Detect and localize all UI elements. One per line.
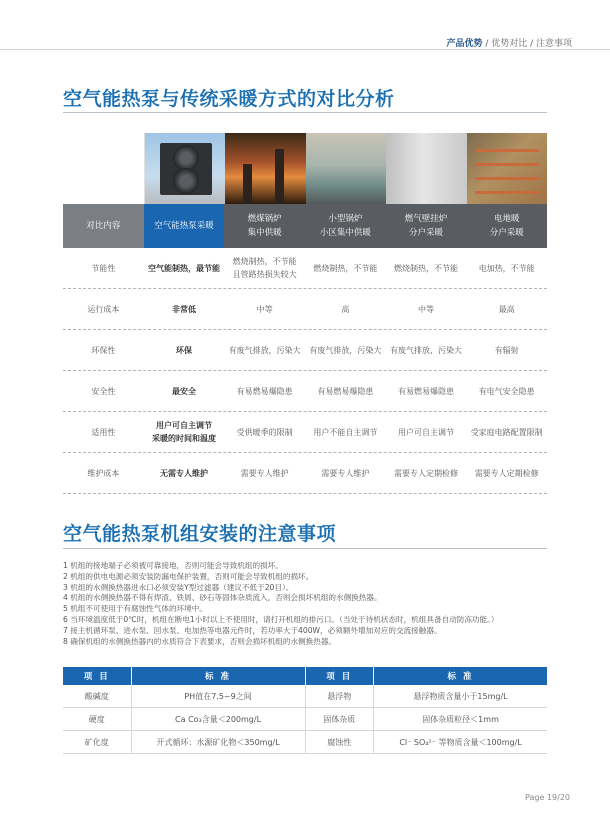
header-separator: / [482,39,492,49]
note-item: 8 确保机组的水侧换热器内的水质符合下表要求，否则会损坏机组的水侧换热器。 [63,636,337,646]
note-item: 2 机组的供电电源必须安装防漏电保护装置，否则可能会导致机组的损坏。 [63,571,314,581]
coal-boiler-plant-photo [225,133,306,204]
table-cell: 燃烧制热，不节能 且管路热损失较大 [232,257,297,279]
comparison-row [63,289,547,330]
table-cell: 燃烧制热，不节能 [313,263,378,273]
comparison-row [63,412,547,453]
row-label: 运行成本 [87,304,120,314]
photo-row [63,133,547,204]
comparison-row [63,371,547,412]
table-cell: 受家庭电路配置限制 [470,427,543,437]
small-boiler-room-photo [306,133,387,204]
note-item: 1 机组的接地端子必须被可靠接地，否则可能会导致机组的损坏。 [63,561,283,570]
heat-pump-cell: 空气能制热，最节能 [148,263,220,273]
table-cell: Ca Co₃含量＜200mg/L [131,708,305,730]
table-cell: 矿化度 [84,737,109,747]
table-header-cell: 项 目 [305,667,374,685]
table-cell: 开式循环：水源矿化物＜350mg/L [131,731,305,753]
row-label: 安全性 [91,386,116,396]
table-cell: 电加热，不节能 [478,263,535,273]
heat-pump-cell: 非常低 [172,304,196,314]
table-cell: 有易燃易爆隐患 [398,386,455,396]
header-divider [0,49,610,50]
column-header: 电地暖 分户采暖 [466,204,547,248]
table-cell: 酸碱度 [84,691,109,701]
table-cell: 有废气排放，污染大 [309,345,382,355]
row-label: 维护成本 [87,468,120,478]
heat-pump-cell: 最安全 [172,386,196,396]
table-header-cell: 标 准 [131,667,305,685]
column-header: 燃煤锅炉 集中供暖 [224,204,305,248]
comparison-row [63,453,547,494]
table-cell: 燃烧制热，不节能 [394,263,459,273]
comparison-column-headers [63,204,547,248]
table-cell: 中等 [418,304,435,314]
heat-pump-unit [160,143,212,195]
installation-notes [63,561,563,647]
column-header: 空气能热泵采暖 [144,204,225,248]
row-label: 环保性 [91,345,116,355]
row-label: 节能性 [91,263,116,273]
table-cell: Cl⁻ SO₄²⁻ 等物质含量＜100mg/L [373,731,547,753]
comparison-title: 空气能热泵与传统采暖方式的对比分析 [63,88,395,110]
table-cell: 有辐射 [494,345,519,355]
table-cell: 中等 [256,304,273,314]
comparison-row [63,330,547,371]
table-cell: 高 [341,304,350,314]
chimney-shape [275,149,284,204]
note-item: 5 机组不可使用于有腐蚀性气体的环境中。 [63,604,207,614]
page-number: Page 19/20 [525,793,570,802]
table-cell: 需要专人定期检修 [474,468,539,478]
header-section: 产品优势 [446,39,483,49]
table-row [63,708,547,731]
column-header: 对比内容 [63,204,144,248]
table-cell: 硬度 [88,714,105,724]
table-cell: 有废气排放，污染大 [390,345,463,355]
table-cell: 固体杂质 [305,708,374,730]
table-cell: 最高 [498,304,515,314]
table-cell: 用户不能自主调节 [313,427,378,437]
table-cell: 受供暖季的限制 [236,427,293,437]
table-cell: 需要专人维护 [240,468,289,478]
table-header-cell: 项 目 [83,672,110,682]
blank-photo-cell [63,133,145,204]
table-cell: 需要专人定期检修 [394,468,459,478]
heating-pipe-shape [475,191,540,194]
table-cell: 悬浮物 [305,685,374,707]
table-row [63,685,547,708]
table-cell: 有易燃易爆隐患 [236,386,293,396]
table-header-row [63,667,547,685]
heat-pump-cell: 环保 [176,345,192,355]
table-cell: 腐蚀性 [305,731,374,753]
heating-pipe-shape [475,149,540,152]
comparison-row [63,248,547,289]
electric-floor-heating-photo [467,133,548,204]
installation-title: 空气能热泵机组安装的注意事项 [63,523,337,545]
fan-icon [173,168,199,194]
table-cell: PH值在7.5~9之间 [131,685,305,707]
header-breadcrumb: 优势对比 / 注意事项 [491,39,572,49]
table-row [63,731,547,754]
heating-pipe-shape [475,177,540,180]
installation-title-rule [63,548,547,549]
heating-pipe-shape [475,163,540,166]
table-header-cell: 标 准 [373,667,547,685]
comparison-title-rule [63,112,547,113]
table-cell: 有电气安全隐患 [478,386,535,396]
note-item: 7 接主机循环泵、进水泵、回水泵、电加热等电器元件时，若功率大于400W，必须额外增加对应的交流接触器。 [63,625,442,635]
note-item: 4 机组的水侧换热器不得有焊渣、铁屑、砂石等固体杂质流入，否则会损坏机组的水侧换热器。 [63,593,382,603]
heat-pump-cell: 用户可自主调节 采暖的时间和温度 [152,421,216,443]
table-cell: 用户可自主调节 [398,427,455,437]
column-header: 小型锅炉 小区集中供暖 [305,204,386,248]
table-cell: 有废气排放，污染大 [228,345,301,355]
row-label: 适用性 [91,427,116,437]
chimney-shape [243,164,252,204]
air-source-heat-pump-photo [145,133,226,204]
table-cell: 固体杂质粒径＜1mm [373,708,547,730]
table-cell: 需要专人维护 [321,468,370,478]
page-header [446,36,572,49]
column-header: 燃气壁挂炉 分户采暖 [386,204,467,248]
table-cell: 悬浮物质含量小于15mg/L [373,685,547,707]
heat-pump-cell: 无需专人维护 [160,468,208,478]
water-quality-table [63,667,547,754]
note-item: 3 机组的水侧换热器进水口必须安装Y型过滤器（建议不低于20目）。 [63,582,294,592]
table-cell: 有易燃易爆隐患 [317,386,374,396]
gas-wall-boiler-photo [386,133,467,204]
note-item: 6 当环境温度低于0℃时，机组在断电1小时以上不使用时，请打开机组的排污口。（当处于待机状态时，机组具备自动防冻功能。） [63,614,499,624]
